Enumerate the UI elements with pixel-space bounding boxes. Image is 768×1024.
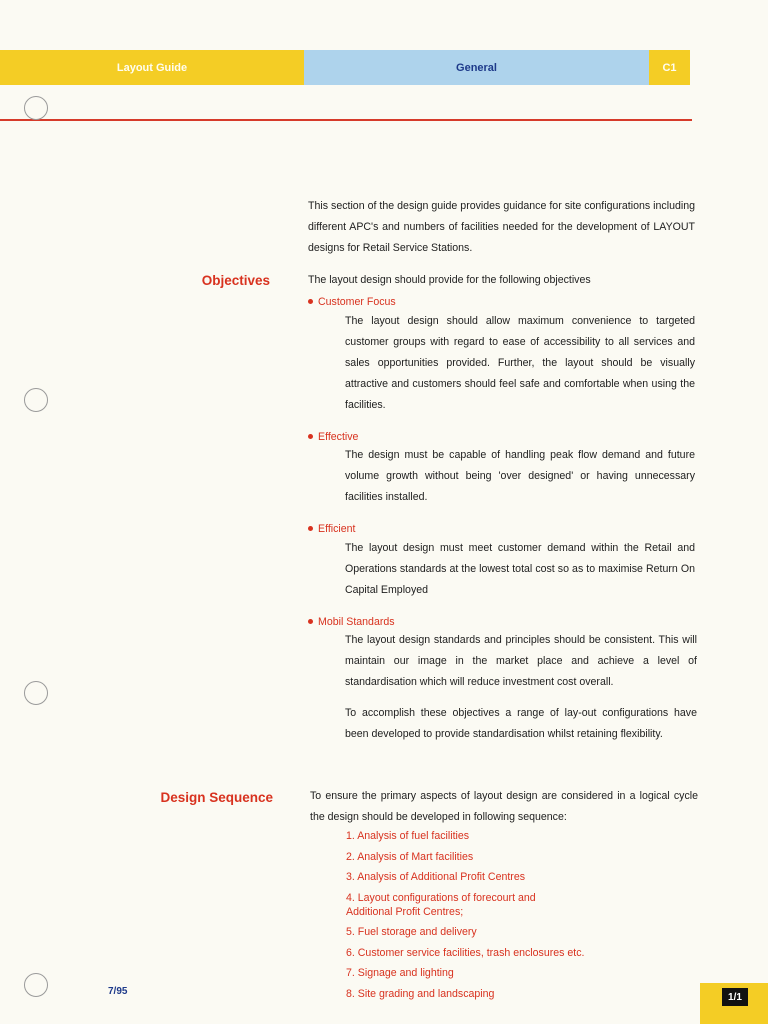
sequence-step: 6. Customer service facilities, trash enclosures etc. bbox=[346, 946, 585, 959]
objective-title bbox=[308, 294, 396, 310]
objectives-lead: The layout design should provide for the following objectives bbox=[308, 274, 591, 286]
bullet-icon bbox=[308, 526, 313, 531]
sequence-step: 1. Analysis of fuel facilities bbox=[346, 830, 470, 842]
objective-description: The design must be capable of handling peak flow demand and future volume growth without being 'over designed' or having unnecessary facilities installed. bbox=[345, 449, 695, 503]
sequence-step: 7. Signage and lighting bbox=[346, 967, 454, 979]
bullet-icon bbox=[308, 619, 313, 624]
objective-title-text: Customer Focus bbox=[318, 296, 396, 308]
header-section-code: C1 bbox=[649, 50, 690, 85]
binder-hole-icon bbox=[24, 388, 48, 412]
objective-title bbox=[308, 614, 395, 630]
intro-paragraph: This section of the design guide provides guidance for site configurations including different APC's and numbers of facilities needed for the development of LAYOUT designs for Retail Service Stations. bbox=[308, 200, 695, 254]
binder-hole-icon bbox=[24, 973, 48, 997]
bullet-icon bbox=[308, 299, 313, 304]
header-divider bbox=[0, 119, 692, 121]
sequence-step: 3. Analysis of Additional Profit Centres bbox=[346, 871, 526, 883]
binder-hole-icon bbox=[24, 96, 48, 120]
footer-date: 7/95 bbox=[108, 986, 128, 997]
objective-title-text: Mobil Standards bbox=[318, 616, 395, 628]
header-section-label: Layout Guide bbox=[0, 50, 304, 85]
objective-description: The layout design must meet customer demand within the Retail and Operations standards at the lowest total cost so as to maximise Return On Capital Employed bbox=[345, 542, 695, 596]
bullet-icon bbox=[308, 434, 313, 439]
objective-title-text: Effective bbox=[318, 431, 359, 443]
objective-title bbox=[308, 429, 358, 445]
objective-title bbox=[308, 521, 356, 537]
objectives-heading: Objectives bbox=[201, 273, 270, 288]
design-sequence-heading: Design Sequence bbox=[160, 790, 273, 805]
header-topic-label: General bbox=[304, 50, 649, 85]
objectives-closing: To accomplish these objectives a range of lay-out configurations have been developed to provide standardisation whilst retaining flexibility. bbox=[345, 707, 697, 740]
objective-description: The layout design should allow maximum convenience to targeted customer groups with regard to ease of accessibility to all services and sales opportunities provided. Further, the layout should be visually attractive and customers should feel safe and comfortable when using the facilities. bbox=[345, 315, 695, 411]
design-sequence-list bbox=[346, 829, 584, 1007]
objective-title-text: Efficient bbox=[318, 523, 356, 535]
header-band bbox=[0, 50, 690, 85]
design-sequence-lead: To ensure the primary aspects of layout design are considered in a logical cycle the design should be developed in following sequence: bbox=[310, 790, 698, 823]
page-number: 1/1 bbox=[722, 988, 748, 1006]
sequence-step: 4. Layout configurations of forecourt and Additional Profit Centres; bbox=[346, 891, 536, 918]
binder-hole-icon bbox=[24, 681, 48, 705]
sequence-step: 2. Analysis of Mart facilities bbox=[346, 850, 474, 863]
objective-description: The layout design standards and principles should be consistent. This will maintain our image in the market place and achieve a level of standardisation which will reduce investment cost overall. bbox=[345, 634, 697, 688]
page-tab bbox=[700, 983, 768, 1024]
sequence-step: 5. Fuel storage and delivery bbox=[346, 926, 477, 938]
sequence-step: 8. Site grading and landscaping bbox=[346, 987, 495, 1000]
